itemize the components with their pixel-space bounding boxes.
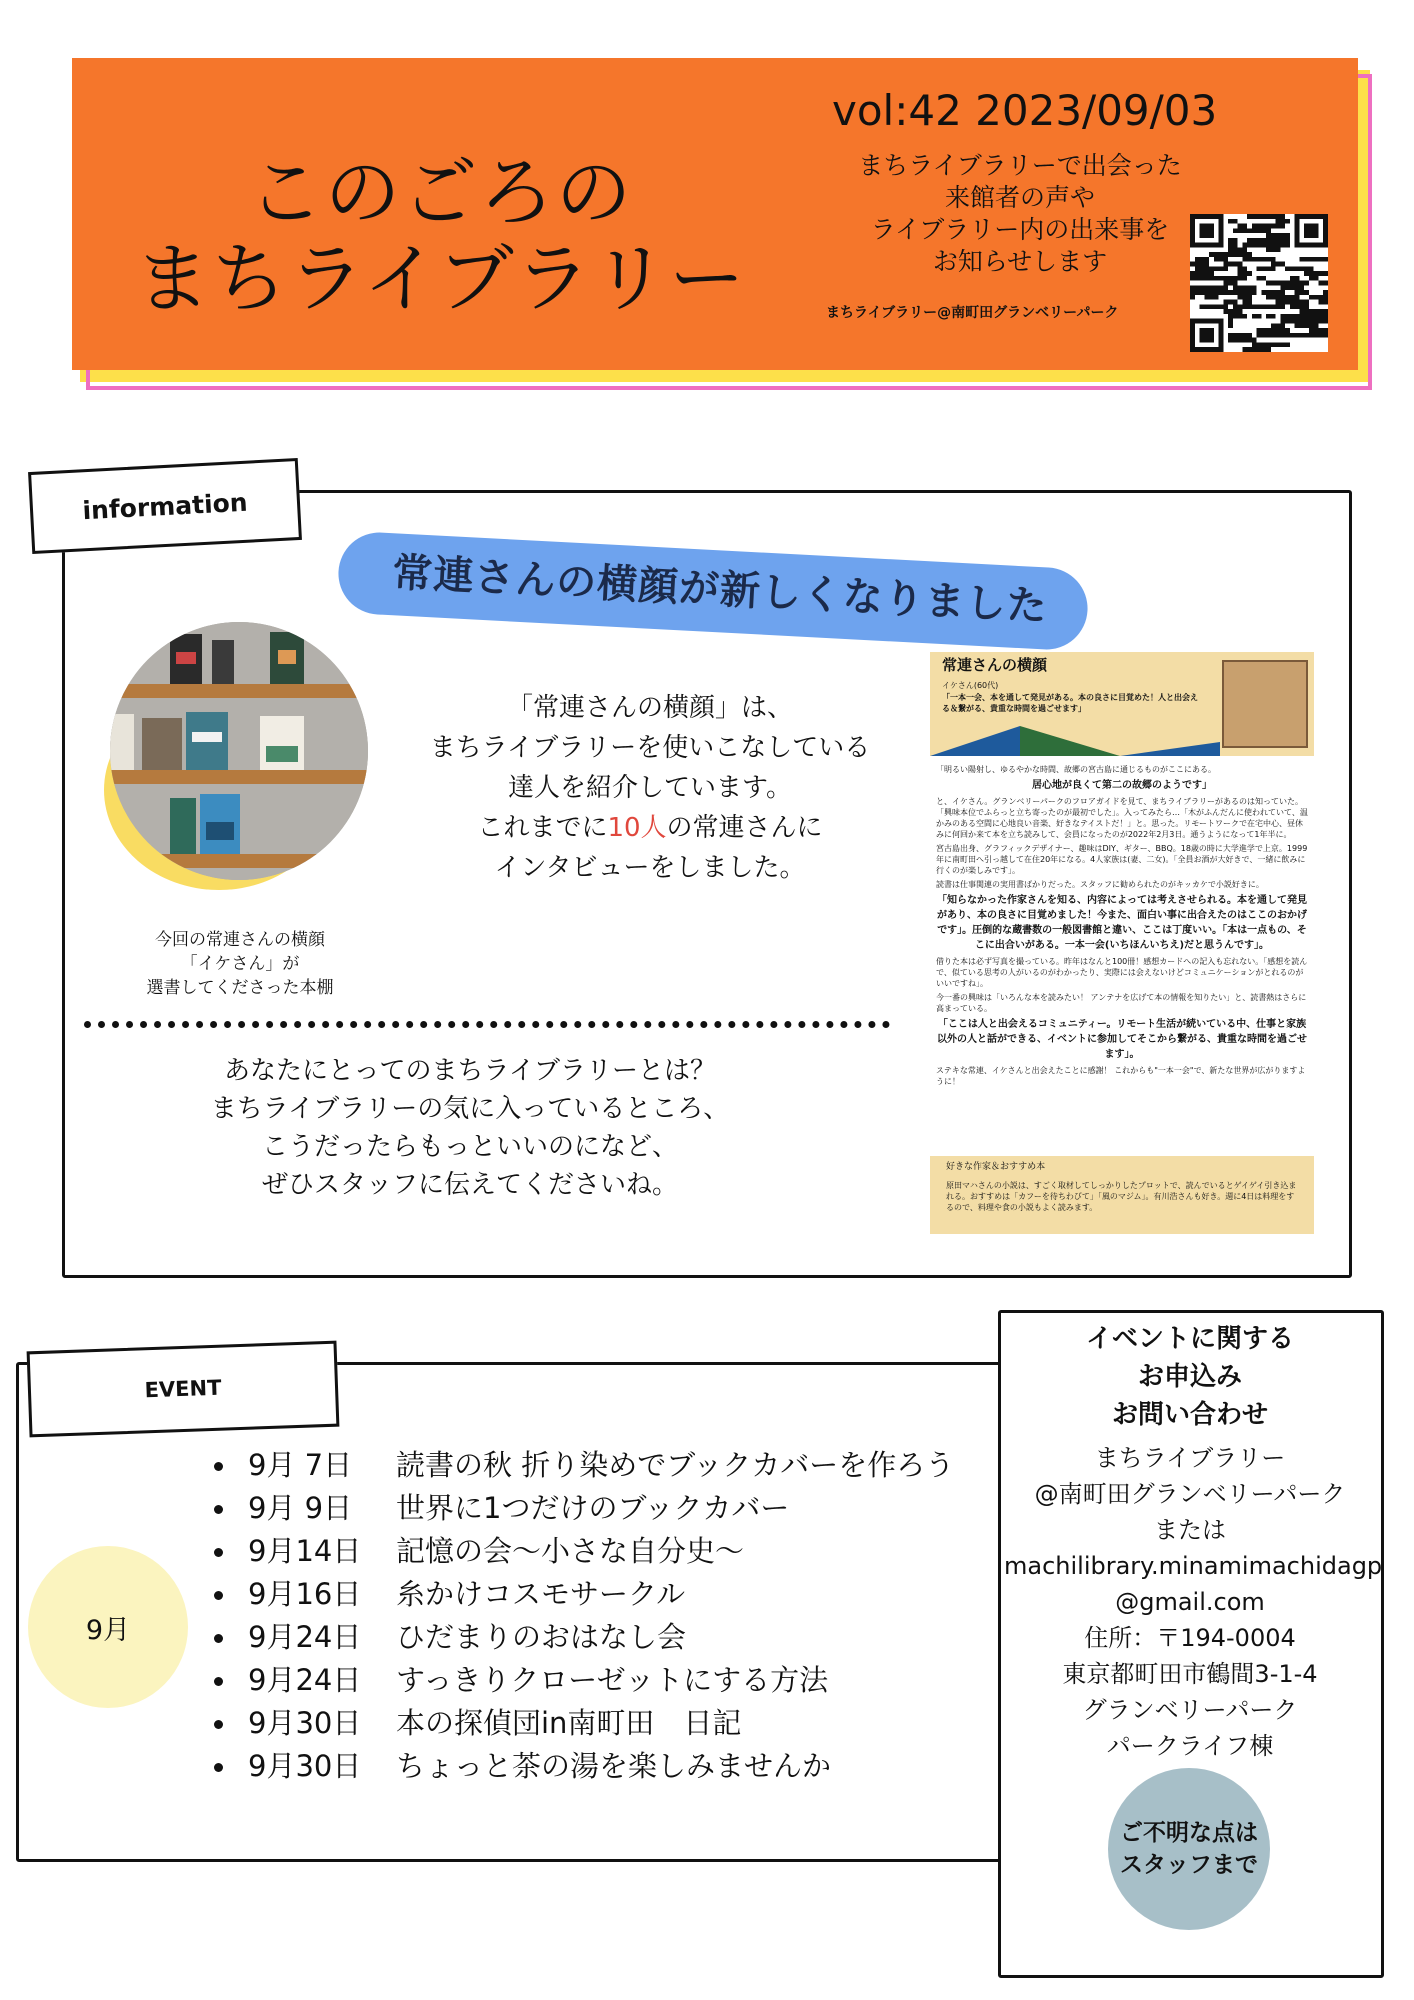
month-badge: 9月 <box>28 1546 188 1708</box>
preview-footer: 好きな作家＆おすすめ本 原田マハさんの小説は、すごく取材してしっかりしたプロットで、読んでいるとゲイゲイ引き込まれる。おすすめは「カフーを待ちわびて」「風のマジム」。有川浩さんも好き。週に4日は料理をするので、料理や食の小説もよく読みます。 <box>930 1156 1314 1234</box>
event-tag: EVENT <box>27 1341 340 1438</box>
bookshelf-photo <box>110 622 368 880</box>
contact-details: まちライブラリー @南町田グランベリーパーク または machilibrary.minamimachidagp @gmail.com 住所：〒194-0004 東京都町田市鶴間3-1-4 グランベリーパーク パークライフ棟 <box>1004 1444 1383 1760</box>
preview-stripe <box>930 722 1220 756</box>
newsletter-title: このごろの まちライブラリー <box>134 148 746 323</box>
header-description: まちライブラリーで出会った 来館者の声や ライブラリー内の出来事を お知らせします <box>858 151 1182 276</box>
feedback-request: あなたにとってのまちライブラリーとは？ まちライブラリーの気に入っているところ、 こうだったらもっといいのになど、 ぜひスタッフに伝えてくださいね。 <box>210 1056 730 1200</box>
list-item: 9月30日 本の探偵団in南町田 日記 <box>210 1702 1010 1745</box>
preview-title: 常連さんの横顔 <box>942 656 1048 674</box>
regulars-count: 10人 <box>607 813 667 843</box>
contact-email[interactable]: machilibrary.minamimachidagp <box>1004 1552 1383 1580</box>
contact-address: 住所：〒194-0004 <box>1084 1624 1296 1652</box>
headline-text: 常連さんの横顔が新しくなりました <box>391 549 1049 631</box>
library-name: まちライブラリー@南町田グランベリーパーク <box>826 305 1119 321</box>
staff-note-badge: ご不明な点は スタッフまで <box>1108 1768 1270 1930</box>
preview-portrait <box>1222 660 1308 748</box>
list-item: 9月14日 記憶の会〜小さな自分史〜 <box>210 1530 1010 1573</box>
volume-date: vol:42 2023/09/03 <box>832 86 1218 135</box>
dotted-divider <box>84 1021 890 1028</box>
preview-header <box>930 652 1314 756</box>
contact-heading: イベントに関する お申込み お問い合わせ <box>1085 1324 1294 1430</box>
preview-lead: 「一本一会、本を通して発見がある。本の良さに目覚めた！人と出会える＆繋がる、貴重な時間を過ごせます」 <box>942 693 1198 713</box>
information-tag: information <box>28 458 302 554</box>
list-item: 9月24日 すっきりクローゼットにする方法 <box>210 1659 1010 1702</box>
list-item: 9月 7日 読書の秋 折り染めでブックカバーを作ろう <box>210 1444 1010 1487</box>
photo-caption: 今回の常連さんの横顔 「イケさん」が 選書してくださった本棚 <box>146 930 334 998</box>
event-list <box>210 1444 1010 1788</box>
list-item: 9月16日 糸かけコスモサークル <box>210 1573 1010 1616</box>
list-item: 9月30日 ちょっと茶の湯を楽しみませんか <box>210 1745 1010 1788</box>
regulars-profile-preview <box>930 652 1314 1234</box>
qr-code[interactable] <box>1190 214 1328 352</box>
list-item: 9月 9日 世界に1つだけのブックカバー <box>210 1487 1010 1530</box>
list-item: 9月24日 ひだまりのおはなし会 <box>210 1616 1010 1659</box>
intro-text: 「常連さんの横顔」は、 まちライブラリーを使いこなしている 達人を紹介しています。 これまでに10人の常連さんに インタビューをしました。 <box>429 693 871 883</box>
preview-subtitle: イケさん(60代) <box>942 681 999 690</box>
preview-body: 「明るい陽射し、ゆるやかな時間、故郷の宮古島に通じるものがここにある。 居心地が良くて第二の故郷のようです」 と、イケさん。グランベリーパークのフロアガイドを見て、まちライブラリーがあるのは知っていた。「興味本位でふらっと立ち寄ったのが最初でした」。入ってみたら…「木がふんだんに使われていて、温かみのある空間に心地良い音楽、好きなテイストだ！」と。思った。リモートワークで在宅中心、昼休みに何回か来て本を立ち読みして、会員になったのが2022年2月3日。通うようになって1年半に。 宮古島出身、グラフィックデザイナー、趣味はDIY、ギター、BBQ。18歳の時に大学進学で上京。1999年に南町田へ引っ越して在住20年になる。4人家族は(妻、二女)。「全員お酒が大好きで、一緒に飲みに行くのが楽しみです」。 読書は仕事関連の実用書ばかりだった。スタッフに勧められたのがキッカケで小説好きに。 「知らなかった作家さんを知る、内容によっては考えさせられる。本を通して発見があり、本の良さに目覚めました！今また、面白い事に出合えたのはここのおかげです」。圧倒的な蔵書数の一般図書館と違い、ここは丁度いい。「本は一点もの、そこに出合いがある。一本一会(いちほんいちえ)だと思うんです」。 借りた本は必ず写真を撮っている。昨年はなんと100冊！感想カードへの記入も忘れない。「感想を読んで、似ている思考の人がいるのがわかったり、実際には会えないけどコミュニケーションがとれるのがいいですね」。 今一番の興味は「いろんな本を読みたい！ アンテナを広げて本の情報を知りたい」と、読書熱はさらに高まっている。 「ここは人と出会えるコミュニティー。リモート生活が続いている中、仕事と家族以外の人と話ができる、イベントに参加してそこから繋がる、貴重な時間を過ごせます」。 ステキな常連、イケさんと出会えたことに感謝！ これからも"一本一会"で、新たな世界が広がりますように！ <box>936 765 1308 1086</box>
